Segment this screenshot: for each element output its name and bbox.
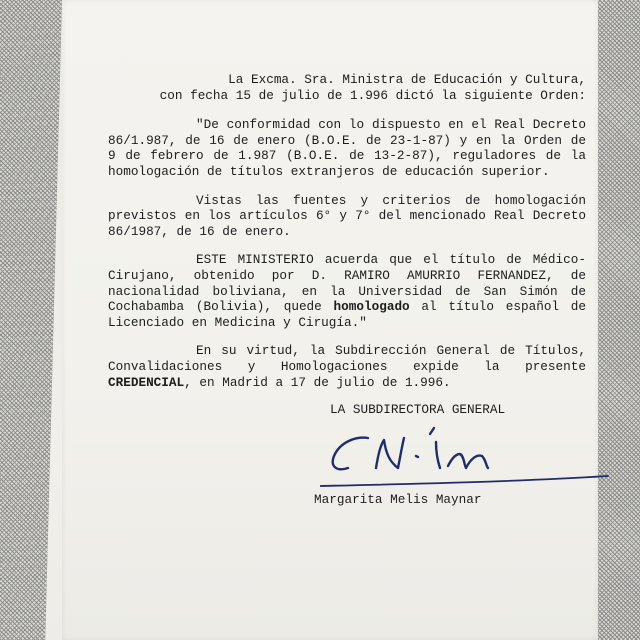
intro-paragraph bbox=[108, 72, 586, 103]
homologado-emphasis: homologado bbox=[333, 299, 410, 315]
signature-stroke-n bbox=[448, 454, 488, 468]
credential-text: En su virtud, la Subdirección General de Títulos, Convalidaciones y Homologaciones expide la presente bbox=[108, 343, 586, 374]
signature-underline bbox=[320, 476, 608, 486]
signature-accent bbox=[430, 428, 434, 434]
handwritten-signature bbox=[320, 420, 610, 490]
decorative-border-right bbox=[598, 0, 640, 640]
signature-stroke-c bbox=[333, 438, 368, 470]
paragraph-decree: "De conformidad con lo dispuesto en el Real Decreto 86/1.987, de 16 de enero (B.O.E. de 23-1-87) y en la Orden de 9 de febrero de 1.987 (B.O.E. de 13-2-87), reguladores de la homologación de títulos extranjeros de educación superior. bbox=[108, 117, 586, 179]
signature-stroke-i bbox=[436, 442, 440, 468]
paragraph-credential bbox=[108, 343, 586, 390]
signature-dot bbox=[416, 456, 418, 457]
resolution-text-end: al título español de Licenciado en Medicina y Cirugía." bbox=[108, 299, 587, 330]
decorative-border-left bbox=[0, 0, 62, 640]
credencial-emphasis: CREDENCIAL bbox=[108, 374, 185, 390]
intro-line-1: La Excma. Sra. Ministra de Educación y Cultura, bbox=[228, 72, 586, 87]
signoff-title: LA SUBDIRECTORA GENERAL bbox=[330, 402, 506, 417]
signer-name: Margarita Melis Maynar bbox=[314, 492, 482, 507]
credential-text-end: , en Madrid a 17 de julio de 1.996. bbox=[184, 374, 451, 390]
paragraph-resolution bbox=[108, 252, 586, 330]
resolution-text: ESTE MINISTERIO acuerda que el título de Médico-Cirujano, obtenido por D. RAMIRO AMURRIO FERNANDEZ, de nacionalidad boliviana, en la Universidad de San Simón de Cochabamba (Bolivia), quede bbox=[108, 252, 586, 315]
document-body bbox=[108, 72, 586, 403]
paragraph-sources: Vistas las fuentes y criterios de homologación previstos en los artículos 6° y 7° del mencionado Real Decreto 86/1987, de 16 de enero. bbox=[108, 192, 586, 239]
signature-stroke-m bbox=[376, 438, 404, 468]
intro-line-2: con fecha 15 de julio de 1.996 dictó la siguiente Orden: bbox=[159, 87, 586, 103]
